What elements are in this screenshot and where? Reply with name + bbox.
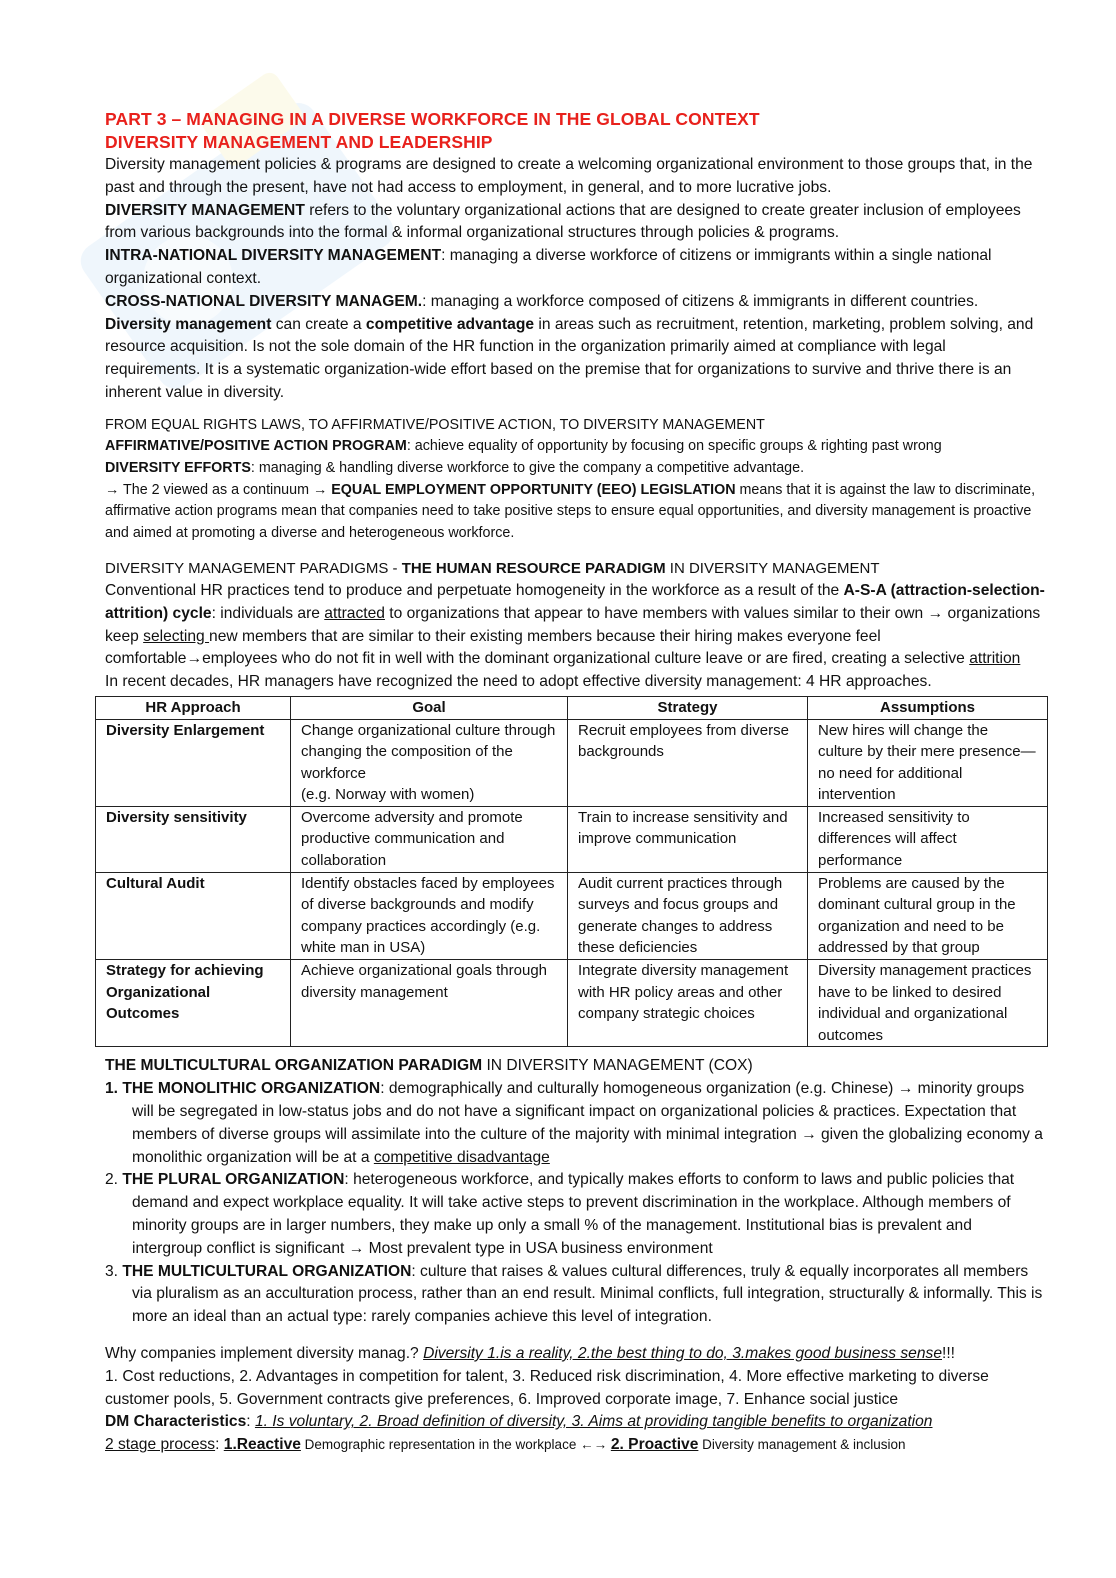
approach-cell: Cultural Audit <box>96 872 291 959</box>
assumptions-cell: Increased sensitivity to differences will affect performance <box>808 806 1048 872</box>
hr-paradigm-section <box>105 558 1045 694</box>
reactive-desc: Demographic representation in the workplace ←→ <box>300 1437 611 1453</box>
equal-rights-section <box>105 415 1045 545</box>
asa-text-2: : individuals are <box>211 604 325 622</box>
hr-heading-bold: THE HUMAN RESOURCE PARADIGM <box>401 560 666 578</box>
cox-heading-post: IN DIVERSITY MANAGEMENT (COX) <box>482 1057 753 1075</box>
eeo-paragraph <box>105 480 1045 545</box>
goal-cell: Change organizational culture through changing the composition of the workforce (e.g. Norway with women) <box>291 719 568 806</box>
cross-definition <box>105 291 1045 314</box>
aa-def-text: : achieve equality of opportunity by focusing on specific groups & righting past wrong <box>406 438 942 455</box>
list-item <box>105 1261 1045 1329</box>
table-header-cell: HR Approach <box>96 696 291 719</box>
assumptions-cell: Problems are caused by the dominant cultural group in the organization and need to be addressed by that group <box>808 872 1048 959</box>
hr-heading-pre: DIVERSITY MANAGEMENT PARADIGMS - <box>105 560 402 578</box>
proactive-desc: Diversity management & inclusion <box>698 1437 906 1453</box>
cross-term: CROSS-NATIONAL DIVERSITY MANAGEM. <box>105 292 423 310</box>
dm-term: DIVERSITY MANAGEMENT <box>105 201 305 219</box>
strategy-cell: Recruit employees from diverse backgrounds <box>568 719 808 806</box>
approach-cell: Diversity Enlargement <box>96 719 291 806</box>
eeo-def-text: means that it is against the law to discriminate, affirmative action programs mean that companies need to take positive steps to ensure equal opportunities, and diversity management is proactive and aimed at promoting a diverse and heterogeneous workforce. <box>105 481 1036 541</box>
strategy-cell: Integrate diversity management with HR policy areas and other company strategic choices <box>568 960 808 1047</box>
de-def-text: : managing & handling diverse workforce to give the company a competitive advantage. <box>250 459 805 476</box>
asa-text-1: Conventional HR practices tend to produce and perpetuate homogeneity in the workforce as a result of the <box>105 581 844 599</box>
goal-cell: Achieve organizational goals through diversity management <box>291 960 568 1047</box>
document-page <box>105 108 1045 1457</box>
proactive-term: 2. Proactive <box>610 1436 699 1454</box>
cox-list <box>105 1078 1045 1329</box>
characteristics-list: 1. Is voluntary, 2. Broad definition of diversity, 3. Aims at providing tangible benefits to organization <box>254 1413 933 1431</box>
table-header-cell: Assumptions <box>808 696 1048 719</box>
aa-definition <box>105 436 1045 458</box>
monolithic-term: THE MONOLITHIC ORGANIZATION <box>122 1080 381 1098</box>
why-question <box>105 1343 1045 1366</box>
section-title: DIVERSITY MANAGEMENT AND LEADERSHIP <box>105 132 493 152</box>
intro-paragraph: Diversity management policies & programs are designed to create a welcoming organizational environment to those groups that, in the past and through the present, have not had access to employment, in general, and to more lucrative jobs. <box>105 156 1033 196</box>
table-header-cell: Strategy <box>568 696 808 719</box>
de-definition <box>105 458 1045 480</box>
dm-def-text: refers to the voluntary organizational actions that are designed to create greater inclusion of employees from various backgrounds into the formal & informal organizational structures through policies & programs. <box>105 201 1021 242</box>
plural-term: THE PLURAL ORGANIZATION <box>122 1171 345 1189</box>
item-number: 1. <box>105 1080 123 1098</box>
recent-decades-sentence: In recent decades, HR managers have recognized the need to adopt effective diversity management: 4 HR approaches. <box>105 673 932 691</box>
goal-cell: Overcome adversity and promote productive communication and collaboration <box>291 806 568 872</box>
hr-paradigm-heading <box>105 558 1045 580</box>
ca-rest-text: in areas such as recruitment, retention, marketing, problem solving, and resource acquisition. Is not the sole domain of the HR function in the organization primarily aimed at compliance with legal requirements. It is a systematic organization-wide effort based on the premise that for organizations to survive and thrive there is an inherent value in diversity. <box>105 315 1034 401</box>
reactive-term: 1.Reactive <box>223 1436 301 1454</box>
list-item <box>105 1078 1045 1169</box>
multicultural-term: THE MULTICULTURAL ORGANIZATION <box>122 1262 412 1280</box>
table-header-cell: Goal <box>291 696 568 719</box>
assumptions-cell: Diversity management practices have to be linked to desired individual and organizational outcomes <box>808 960 1048 1047</box>
asa-term: A-S-A (attraction-selection-attrition) cycle <box>105 581 1045 622</box>
approach-cell: Diversity sensitivity <box>96 806 291 872</box>
goal-cell: Identify obstacles faced by employees of diverse backgrounds and modify company practices accordingly (e.g. white man in USA) <box>291 872 568 959</box>
selecting-word: selecting <box>143 627 210 645</box>
attracted-word: attracted <box>324 604 385 622</box>
ca-term-2: competitive advantage <box>365 315 535 333</box>
hr-approaches-table <box>95 696 1048 1048</box>
asa-text-3: to organizations that appear to have members with values similar to their own → organizations keep <box>105 604 1041 645</box>
aa-term: AFFIRMATIVE/POSITIVE ACTION PROGRAM <box>105 438 407 455</box>
cox-heading-bold: THE MULTICULTURAL ORGANIZATION PARADIGM <box>105 1057 483 1075</box>
multicultural-text: : culture that raises & values cultural differences, truly & equally incorporates all members via pluralism as an acculturation process, rather than an end result. Minimal conflicts, full integration, structurally & informally. This is more an ideal than an actual type: rarely companies achieve this level of integration. <box>132 1262 1043 1326</box>
asa-text-4: new members that are similar to their existing members because their hiring makes everyone feel comfortable→employees who do not fit in well with the dominant organizational culture leave or are fired, creating a selective <box>105 627 970 668</box>
table-row <box>96 806 1048 872</box>
competitive-advantage-paragraph <box>105 314 1045 405</box>
stage-process-label: 2 stage process <box>105 1436 216 1454</box>
hr-heading-post: IN DIVERSITY MANAGEMENT <box>665 560 880 578</box>
intra-term: INTRA-NATIONAL DIVERSITY MANAGEMENT <box>105 247 442 265</box>
item-number: 3. <box>105 1262 123 1280</box>
ca-term-1: Diversity management <box>105 315 272 333</box>
plural-text: : heterogeneous workforce, and typically makes efforts to conform to laws and public policies that demand and expect workplace equality. It will take active steps to prevent discrimination in the workplace. Although members of minority groups are in larger numbers, they make up only a small % of the management. Institutional bias is prevalent and intergroup conflict is significant → Most prevalent type in USA business environment <box>132 1171 1015 1257</box>
table-row <box>96 872 1048 959</box>
stage-process <box>105 1434 1045 1457</box>
part-title: PART 3 – MANAGING IN A DIVERSE WORKFORCE IN THE GLOBAL CONTEXT <box>105 109 760 129</box>
eeo-term: EQUAL EMPLOYMENT OPPORTUNITY (EEO) LEGISLATION <box>331 481 736 498</box>
exclamation: !!! <box>942 1344 955 1362</box>
asa-paragraph <box>105 580 1045 671</box>
separator: : <box>246 1413 255 1431</box>
benefits-list: 1. Cost reductions, 2. Advantages in competition for talent, 3. Reduced risk discrimination, 4. More effective marketing to diverse customer pools, 5. Government contracts give preferences, 6. Improved corporate image, 7. Enhance social justice <box>105 1367 989 1408</box>
characteristics-term: DM Characteristics <box>105 1413 247 1431</box>
cross-def-text: : managing a workforce composed of citizens & immigrants in different countries. <box>422 292 979 310</box>
de-term: DIVERSITY EFFORTS <box>105 459 251 476</box>
cox-section <box>105 1055 1045 1329</box>
competitive-disadvantage: competitive disadvantage <box>373 1148 550 1166</box>
intra-def-text: : managing a diverse workforce of citizens or immigrants within a single national organizational context. <box>105 247 992 287</box>
separator: : <box>215 1436 224 1454</box>
why-answer: Diversity 1.is a reality, 2.the best thing to do, 3.makes good business sense <box>423 1344 942 1362</box>
dm-definition <box>105 200 1045 246</box>
equal-rights-heading: FROM EQUAL RIGHTS LAWS, TO AFFIRMATIVE/POSITIVE ACTION, TO DIVERSITY MANAGEMENT <box>105 416 765 433</box>
why-section <box>105 1343 1045 1457</box>
strategy-cell: Train to increase sensitivity and improve communication <box>568 806 808 872</box>
table-row <box>96 960 1048 1047</box>
list-item <box>105 1169 1045 1260</box>
approach-cell: Strategy for achieving Organizational Outcomes <box>96 960 291 1047</box>
intra-definition <box>105 245 1045 291</box>
monolithic-text: : demographically and culturally homogeneous organization (e.g. Chinese) → minority groups will be segregated in low-status jobs and do not have a significant impact on organizational policies & practices. Expectation that members of diverse groups will assimilate into the culture of the majority with minimal integration → given the globalizing economy a monolithic organization will be at a <box>132 1080 1043 1166</box>
item-number: 2. <box>105 1171 123 1189</box>
table-header-row <box>96 696 1048 719</box>
why-question-text: Why companies implement diversity manag.? <box>105 1344 424 1362</box>
ca-mid-text: can create a <box>271 315 366 333</box>
attrition-word: attrition <box>969 650 1021 668</box>
assumptions-cell: New hires will change the culture by their mere presence—no need for additional intervention <box>808 719 1048 806</box>
strategy-cell: Audit current practices through surveys and focus groups and generate changes to address these deficiencies <box>568 872 808 959</box>
dm-characteristics <box>105 1411 1045 1434</box>
table-row <box>96 719 1048 806</box>
cox-heading <box>105 1055 1045 1078</box>
continuum-text: → The 2 viewed as a continuum → <box>105 481 332 498</box>
